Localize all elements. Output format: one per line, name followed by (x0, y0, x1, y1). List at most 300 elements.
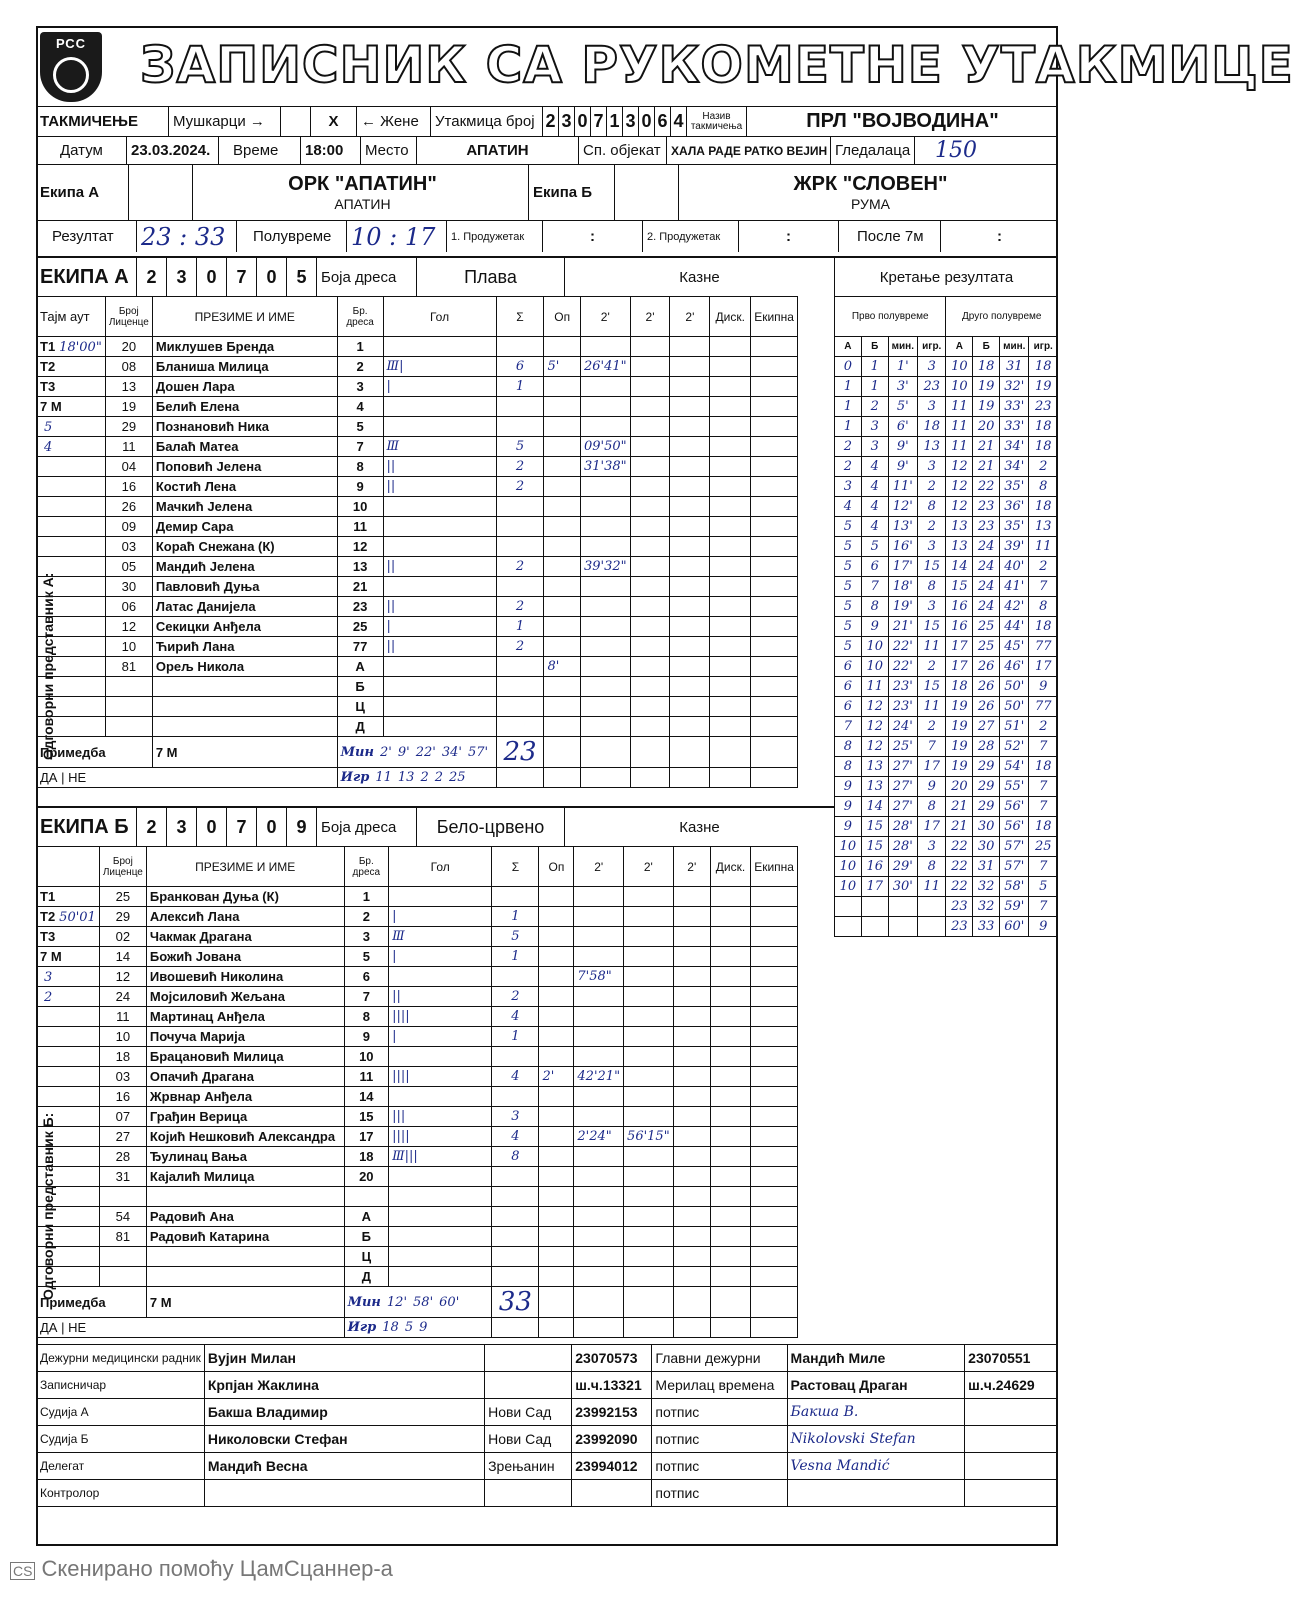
player-row (37, 357, 798, 377)
suspension-cell: 09'50" (580, 437, 630, 457)
empty-cell (751, 907, 798, 927)
empty-cell (710, 1207, 750, 1227)
empty-cell (751, 1047, 798, 1067)
team-b-header: ЕКИПА Б 2 3 0 7 0 9 Боја дреса Бело-црвено Казне (36, 806, 834, 846)
score-flow-row (835, 817, 1058, 837)
col-two1: 2' (580, 297, 630, 337)
score-flow-cell: 27' (888, 777, 917, 797)
score-flow-cell: 17 (918, 757, 946, 777)
license-cell: 26 (105, 497, 152, 517)
empty-cell (751, 1007, 798, 1027)
player-row (37, 337, 798, 357)
empty-cell (710, 1047, 750, 1067)
score-flow-cell: 29 (973, 797, 1000, 817)
team-b-table (36, 846, 798, 1338)
empty-cell (751, 337, 798, 357)
score-flow-cell: 29 (973, 757, 1000, 777)
player-row (37, 887, 798, 907)
timeout-cell (37, 357, 106, 377)
score-flow-row (835, 777, 1058, 797)
license-cell: 10 (105, 637, 152, 657)
warning-cell (539, 1187, 574, 1207)
score-flow-cell: 4 (861, 477, 888, 497)
empty-cell (673, 1047, 710, 1067)
empty-cell (670, 537, 710, 557)
player-row (37, 1007, 798, 1027)
goal-sum: 1 (492, 1027, 539, 1047)
score-flow-cell: 7 (1029, 737, 1058, 757)
score-flow-cell: 21' (888, 617, 917, 637)
suspension-cell (630, 377, 670, 397)
license-cell (105, 697, 152, 717)
score-flow-cell: 12 (861, 737, 888, 757)
player-row (37, 537, 798, 557)
empty-cell (710, 1087, 750, 1107)
goal-tally: Ⅲ (383, 437, 496, 457)
official-cell: потпис (652, 1426, 787, 1453)
license-cell: 14 (99, 947, 146, 967)
empty-cell (751, 737, 798, 768)
timeout-cell (37, 947, 100, 967)
col-two3: 2' (670, 297, 710, 337)
warning-cell (544, 537, 580, 557)
official-cell: потпис (652, 1480, 787, 1507)
seven-m-minute: 60' (439, 1294, 460, 1310)
score-flow-cell: 10 (946, 357, 973, 377)
player-row (37, 987, 798, 1007)
empty-cell (710, 887, 750, 907)
empty-cell (751, 1087, 798, 1107)
score-flow-row (835, 597, 1058, 617)
suspension-cell (574, 987, 624, 1007)
license-cell: 25 (99, 887, 146, 907)
official-cell (204, 1480, 484, 1507)
suspension-cell (630, 657, 670, 677)
warning-cell (539, 887, 574, 907)
score-flow-cell: 1 (861, 357, 888, 377)
empty-cell (710, 337, 751, 357)
warning-cell: 5' (544, 357, 580, 377)
empty-cell (670, 517, 710, 537)
flow-col-min: мин. (1000, 337, 1029, 357)
empty-cell (710, 967, 750, 987)
warning-cell (539, 947, 574, 967)
license-cell: 06 (105, 597, 152, 617)
code-digit: 0 (196, 808, 226, 846)
empty-cell (751, 517, 798, 537)
empty-cell (670, 397, 710, 417)
col-two1: 2' (574, 847, 624, 887)
warning-cell (544, 397, 580, 417)
official-cell (572, 1480, 652, 1507)
player-name: Радовић Ана (146, 1207, 344, 1227)
goal-tally (383, 517, 496, 537)
goal-sum: 2 (496, 557, 544, 577)
teams-row: Екипа А ОРК "АПАТИН" АПАТИН Екипа Б ЖРК "СЛОВЕН" РУМА (36, 164, 1058, 220)
suspension-cell (630, 397, 670, 417)
goal-sum (496, 677, 544, 697)
player-name: Радовић Катарина (146, 1227, 344, 1247)
empty-cell (710, 597, 751, 617)
official-cell (485, 1480, 572, 1507)
score-flow-cell: 29 (973, 777, 1000, 797)
empty-cell (580, 768, 630, 788)
score-flow-cell: 9' (888, 457, 917, 477)
warning-cell (539, 1087, 574, 1107)
empty-cell (670, 597, 710, 617)
score-flow-cell: 19 (946, 737, 973, 757)
score-flow-cell: 20 (946, 777, 973, 797)
score-flow-cell (835, 917, 862, 937)
score-flow-row (835, 797, 1058, 817)
seven-m-minute: 2' (380, 744, 392, 760)
suspension-cell (574, 907, 624, 927)
empty-cell (751, 967, 798, 987)
player-row (37, 1187, 798, 1207)
empty-cell (673, 1287, 710, 1318)
score-flow-row (835, 857, 1058, 877)
suspension-cell (630, 477, 670, 497)
jersey-number: Б (344, 1227, 388, 1247)
goal-tally: ||| (389, 1107, 492, 1127)
timeout-value: 3 (44, 969, 53, 985)
empty-cell (710, 768, 751, 788)
timeout-cell (37, 377, 106, 397)
empty-cell (751, 1247, 798, 1267)
jersey-number: Ц (337, 697, 383, 717)
score-flow-cell: 5 (835, 577, 862, 597)
empty-cell (670, 577, 710, 597)
player-name: Мандић Јелена (152, 557, 337, 577)
score-flow-cell: 19 (973, 377, 1000, 397)
warning-cell: 2' (539, 1067, 574, 1087)
player-row (37, 637, 798, 657)
score-flow-cell: 31 (1000, 357, 1029, 377)
goal-sum (492, 1267, 539, 1287)
code-digit: 3 (558, 107, 574, 136)
jersey-number: 25 (337, 617, 383, 637)
player-name: Опачић Драгана (146, 1067, 344, 1087)
empty-cell (751, 987, 798, 1007)
score-flow-cell: 11 (946, 397, 973, 417)
official-cell: ш.ч.13321 (572, 1372, 652, 1399)
score-flow-cell: 11 (1029, 537, 1058, 557)
score-flow-cell: 22' (888, 657, 917, 677)
suspension-cell (580, 677, 630, 697)
timeout-label: 7 М (40, 398, 62, 414)
score-flow-row (835, 577, 1058, 597)
score-flow-cell: 34' (1000, 457, 1029, 477)
official-cell: Мандић Весна (204, 1453, 484, 1480)
col-sigma: Σ (496, 297, 544, 337)
score-flow-cell: 57' (1000, 857, 1029, 877)
license-cell: 04 (105, 457, 152, 477)
note-label: Примедба (37, 1287, 147, 1318)
empty-cell (751, 597, 798, 617)
score-flow-cell: 15 (918, 617, 946, 637)
empty-cell (710, 1107, 750, 1127)
goal-sum: 2 (492, 987, 539, 1007)
score-flow-row (835, 357, 1058, 377)
goal-tally: Ⅲ (389, 927, 492, 947)
score-flow-cell: 17 (918, 817, 946, 837)
goal-sum: 3 (492, 1107, 539, 1127)
score-flow-cell: 23 (1029, 397, 1058, 417)
score-flow-cell: 51' (1000, 717, 1029, 737)
warning-cell (539, 1027, 574, 1047)
code-digit: 9 (286, 808, 316, 846)
official-cell: Бакша В. (787, 1399, 965, 1426)
score-flow-cell: 1 (835, 397, 862, 417)
empty-cell (670, 437, 710, 457)
seven-m-minute: 34' (441, 744, 462, 760)
col-name: ПРЕЗИМЕ И ИМЕ (152, 297, 337, 337)
suspension-cell (574, 1047, 624, 1067)
score-flow-cell: 33' (1000, 417, 1029, 437)
score-flow-cell: 36' (1000, 497, 1029, 517)
official-cell: потпис (652, 1453, 787, 1480)
team-a-table (36, 296, 798, 788)
empty-cell (710, 357, 751, 377)
score-flow-cell: 39' (1000, 537, 1029, 557)
empty-cell (751, 1167, 798, 1187)
code-digit: 4 (670, 107, 686, 136)
official-cell: Нови Сад (485, 1399, 572, 1426)
score-flow-cell: 7 (1029, 577, 1058, 597)
score-flow-row (835, 377, 1058, 397)
col-two3: 2' (673, 847, 710, 887)
player-name: Демир Сара (152, 517, 337, 537)
warning-cell (544, 717, 580, 737)
timeout-value: 2 (44, 989, 53, 1005)
score-flow-cell: 5 (835, 537, 862, 557)
suspension-cell (624, 1007, 674, 1027)
seven-m-player: 2 (434, 770, 444, 785)
score-flow-cell: 9 (861, 617, 888, 637)
warning-cell: 8' (544, 657, 580, 677)
score-flow-cell: 44' (1000, 617, 1029, 637)
suspension-cell (624, 987, 674, 1007)
score-flow-cell: 10 (946, 377, 973, 397)
score-flow-cell: 9 (918, 777, 946, 797)
jersey-number: 8 (344, 1007, 388, 1027)
player-name: Балаћ Матеа (152, 437, 337, 457)
min-label: Мин (340, 744, 374, 760)
suspension-cell (574, 887, 624, 907)
score-flow-cell: 58' (1000, 877, 1029, 897)
official-cell: Мерилац времена (652, 1372, 787, 1399)
col-license: Број Лиценце (99, 847, 146, 887)
score-flow-cell: 35' (1000, 517, 1029, 537)
score-flow-cell: 21 (973, 437, 1000, 457)
seven-m-igr (344, 1318, 492, 1338)
empty-cell (670, 497, 710, 517)
timeout-cell (37, 907, 100, 927)
empty-cell (673, 1267, 710, 1287)
warning-cell (539, 1167, 574, 1187)
license-cell: 19 (105, 397, 152, 417)
warning-cell (539, 1047, 574, 1067)
suspension-cell (624, 1167, 674, 1187)
official-cell: Записничар (37, 1372, 205, 1399)
warning-cell (539, 987, 574, 1007)
score-flow-cell: 30' (888, 877, 917, 897)
score-flow-cell: 55' (1000, 777, 1029, 797)
timeout-cell (37, 437, 106, 457)
player-row (37, 597, 798, 617)
suspension-cell (624, 947, 674, 967)
suspension-cell (624, 1067, 674, 1087)
warning-cell (539, 1207, 574, 1227)
empty-cell (710, 477, 751, 497)
empty-cell (751, 717, 798, 737)
score-flow-cell: 15 (918, 557, 946, 577)
note-label: Примедба (37, 737, 153, 768)
goal-sum: 4 (492, 1007, 539, 1027)
score-flow-cell: 18 (1029, 357, 1058, 377)
empty-cell (710, 1287, 750, 1318)
official-row (37, 1426, 1058, 1453)
flow-col-min: мин. (888, 337, 917, 357)
score-flow-row (835, 697, 1058, 717)
score-flow-cell: 27' (888, 757, 917, 777)
empty-cell (751, 617, 798, 637)
suspension-cell (574, 1207, 624, 1227)
license-cell: 08 (105, 357, 152, 377)
suspension-cell (624, 1047, 674, 1067)
score-flow-cell: 8 (918, 577, 946, 597)
goal-tally (383, 717, 496, 737)
player-row (37, 1167, 798, 1187)
player-row (37, 1207, 798, 1227)
empty-cell (751, 1127, 798, 1147)
col-timeout: Тајм аут (37, 297, 106, 337)
empty-cell (670, 717, 710, 737)
score-flow-cell: 35' (1000, 477, 1029, 497)
goal-tally: || (383, 477, 496, 497)
empty-cell (670, 457, 710, 477)
empty-cell (751, 557, 798, 577)
score-flow-cell: 46' (1000, 657, 1029, 677)
suspension-cell (580, 477, 630, 497)
score-flow-cell: 45' (1000, 637, 1029, 657)
official-cell: ш.ч.24629 (965, 1372, 1058, 1399)
player-row (37, 477, 798, 497)
goal-sum (492, 1207, 539, 1227)
player-name (146, 1267, 344, 1287)
player-name: Брацановић Милица (146, 1047, 344, 1067)
score-flow-cell: 10 (861, 637, 888, 657)
official-row (37, 1399, 1058, 1426)
goal-tally (389, 1047, 492, 1067)
suspension-cell (624, 1087, 674, 1107)
score-flow-cell: 0 (835, 357, 862, 377)
score-flow-cell: 16 (946, 617, 973, 637)
empty-cell (673, 1247, 710, 1267)
goal-tally: || (383, 597, 496, 617)
score-flow-cell: 13 (861, 757, 888, 777)
warning-cell (544, 417, 580, 437)
player-name: Кајалић Милица (146, 1167, 344, 1187)
suspension-cell (624, 1147, 674, 1167)
player-name: Белић Елена (152, 397, 337, 417)
goal-tally: | (389, 947, 492, 967)
license-cell: 07 (99, 1107, 146, 1127)
score-flow-cell: 13' (888, 517, 917, 537)
score-flow-cell: 2 (1029, 457, 1058, 477)
score-flow-cell: 18 (1029, 617, 1058, 637)
empty-cell (710, 417, 751, 437)
empty-cell (670, 417, 710, 437)
player-name: Бланиша Милица (152, 357, 337, 377)
score-flow-cell: 60' (1000, 917, 1029, 937)
empty-cell (751, 497, 798, 517)
jersey-number: 21 (337, 577, 383, 597)
seven-m-player: 5 (404, 1320, 414, 1335)
goal-tally: |||| (389, 1007, 492, 1027)
score-flow-cell (861, 917, 888, 937)
empty-cell (673, 1127, 710, 1147)
player-row (37, 677, 798, 697)
score-flow-cell: 11 (918, 637, 946, 657)
empty-cell (630, 768, 670, 788)
score-flow-cell: 26 (973, 657, 1000, 677)
federation-logo: РСС (40, 32, 102, 102)
license-cell: 12 (105, 617, 152, 637)
score-flow-cell: 77 (1029, 637, 1058, 657)
timeout-value: 5 (44, 419, 53, 435)
code-digit: 5 (286, 258, 316, 296)
timeout-label: Т2 (40, 908, 56, 924)
score-flow-row (835, 517, 1058, 537)
goal-tally (389, 1187, 492, 1207)
goal-sum (492, 1047, 539, 1067)
score-flow-cell: 5 (835, 637, 862, 657)
score-flow-cell: 1 (861, 377, 888, 397)
score-flow-cell: 10 (835, 857, 862, 877)
goal-tally (389, 1167, 492, 1187)
suspension-cell (580, 697, 630, 717)
official-cell: Контролор (37, 1480, 205, 1507)
goal-tally (383, 337, 496, 357)
empty-cell (670, 737, 710, 768)
first-half-label: Прво полувреме (835, 297, 946, 337)
suspension-cell (630, 457, 670, 477)
min-label: Мин (347, 1294, 381, 1310)
team-total: 23 (496, 737, 544, 768)
score-flow-cell: 3' (888, 377, 917, 397)
empty-cell (670, 677, 710, 697)
col-op: Оп (539, 847, 574, 887)
warning-cell (539, 1107, 574, 1127)
jersey-number: А (344, 1207, 388, 1227)
jersey-number: 20 (344, 1167, 388, 1187)
timeout-cell (37, 967, 100, 987)
empty-cell (673, 927, 710, 947)
score-flow-cell: 19' (888, 597, 917, 617)
player-name (152, 717, 337, 737)
suspension-cell (630, 717, 670, 737)
score-flow-cell: 77 (1029, 697, 1058, 717)
suspension-cell (580, 637, 630, 657)
suspension-cell (630, 437, 670, 457)
goal-tally: |||| (389, 1067, 492, 1087)
score-flow-row (835, 417, 1058, 437)
score-flow-cell: 4 (861, 457, 888, 477)
score-flow-cell: 41' (1000, 577, 1029, 597)
score-flow-cell: 5 (835, 557, 862, 577)
score-flow-cell: 2 (918, 717, 946, 737)
